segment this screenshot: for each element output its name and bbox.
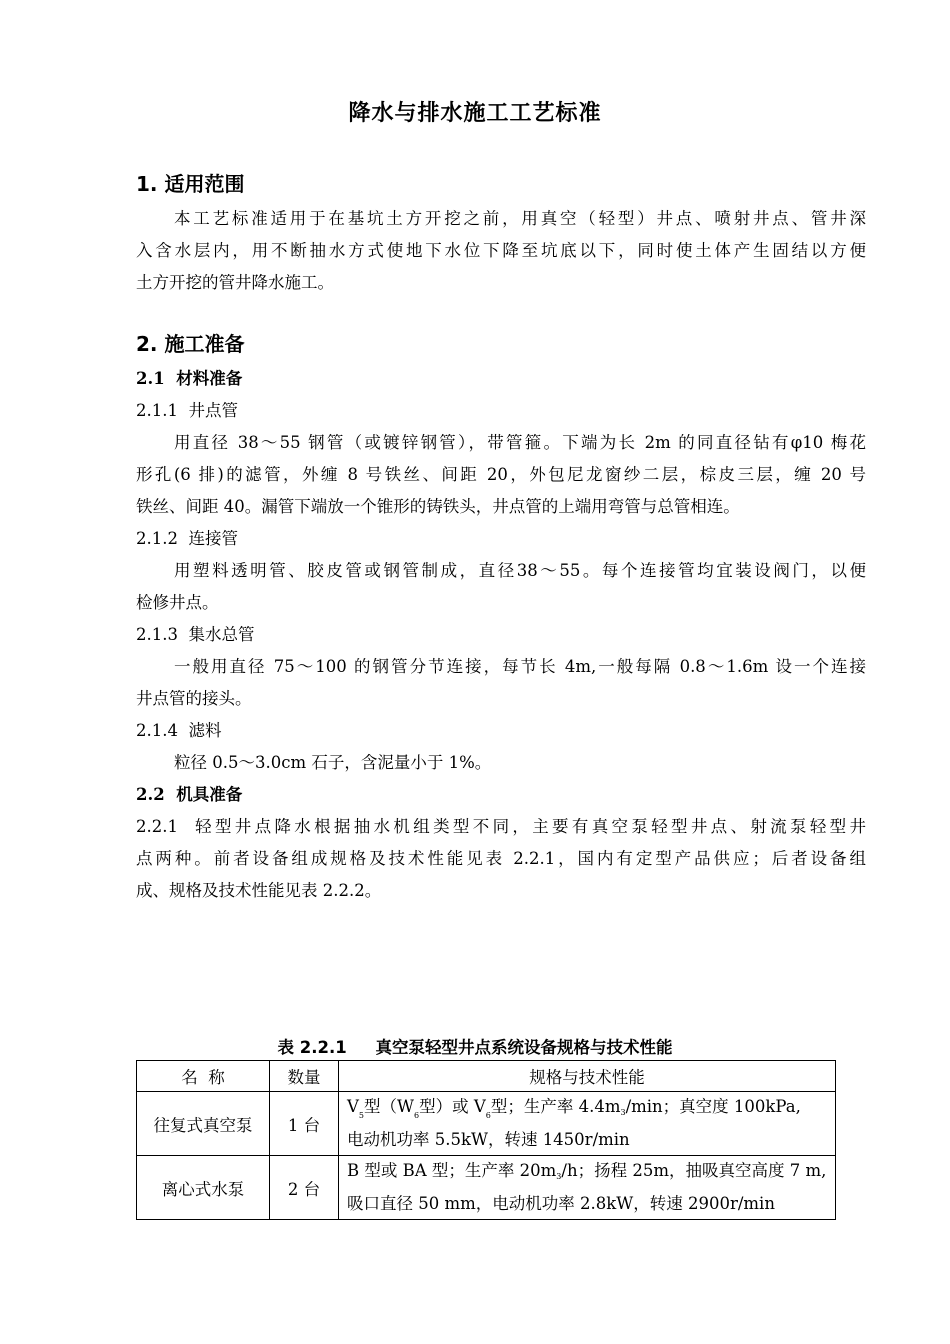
row-qty: 2 台: [270, 1156, 339, 1220]
row-name: 离心式水泵: [137, 1156, 270, 1220]
table-caption: 表 2.2.1 真空泵轻型井点系统设备规格与技术性能: [277, 1038, 673, 1057]
table-row: [137, 1092, 836, 1156]
section-2-2-1-line-3: 成、规格及技术性能见表 2.2.2。: [136, 881, 382, 900]
section-2-heading: 2. 施工准备: [136, 332, 245, 356]
section-2-2-1-line-2: 点两种。前者设备组成规格及技术性能见表 2.2.1，国内有定型产品供应；后者设备组: [136, 849, 866, 868]
section-2-1-3-line-1: 一般用直径 75～100 的钢管分节连接，每节长 4m,一般每隔 0.8～1.6m 设一个连接: [174, 657, 866, 676]
row-spec: [339, 1092, 836, 1156]
row-spec-line-1: $V_5$型（$W_6$型）或 $V_6$型；生产率 4.4m3/min；真空度 100kPa,: [347, 1097, 801, 1120]
section-2-1-1-line-2: 形孔(6 排)的滤管，外缠 8 号铁丝、间距 20，外包尼龙窗纱二层，棕皮三层，缠 20 号: [136, 465, 866, 484]
row-spec-line-1: B 型或 BA 型；生产率 20m3/h；扬程 25m，抽吸真空高度 7 m,: [347, 1161, 827, 1181]
section-2-2-1-line-1: 2.2.1 轻型井点降水根据抽水机组类型不同，主要有真空泵轻型井点、射流泵轻型井: [136, 817, 866, 836]
section-2-1-4-line: 粒径 0.5～3.0cm 石子，含泥量小于 1%。: [174, 753, 492, 772]
section-2-1-3-heading: 2.1.3 集水总管: [136, 625, 255, 644]
header-name: 名 称: [137, 1061, 270, 1092]
row-spec-line-2: 吸口直径 50 mm，电动机功率 2.8kW，转速 2900r/min: [347, 1194, 775, 1213]
header-qty: 数量: [270, 1061, 339, 1092]
section-1-line-1: 本工艺标准适用于在基坑土方开挖之前，用真空（轻型）井点、喷射井点、管井深: [174, 209, 866, 228]
section-2-1-1-heading: 2.1.1 井点管: [136, 401, 238, 420]
row-qty: 1 台: [270, 1092, 339, 1156]
table-header-row: [137, 1061, 836, 1092]
section-2-1-4-heading: 2.1.4 滤料: [136, 721, 222, 740]
section-2-1-2-heading: 2.1.2 连接管: [136, 529, 238, 548]
spec-table: [136, 1060, 836, 1220]
section-2-1-2-line-1: 用塑料透明管、胶皮管或钢管制成，直径38～55。每个连接管均宜装设阀门，以便: [174, 561, 866, 580]
row-spec-line-2: 电动机功率 5.5kW，转速 1450r/min: [347, 1130, 630, 1149]
section-2-2-heading: 2.2 机具准备: [136, 785, 243, 804]
header-spec: 规格与技术性能: [339, 1061, 836, 1092]
section-1-line-3: 土方开挖的管井降水施工。: [136, 273, 334, 292]
section-2-1-2-line-2: 检修井点。: [136, 593, 219, 612]
section-2-1-3-line-2: 井点管的接头。: [136, 689, 252, 708]
row-name: 往复式真空泵: [137, 1092, 270, 1156]
section-2-1-1-line-3: 铁丝、间距 40。漏管下端放一个锥形的铸铁头，井点管的上端用弯管与总管相连。: [136, 497, 740, 516]
section-1-line-2: 入含水层内，用不断抽水方式使地下水位下降至坑底以下，同时使土体产生固结以方便: [136, 241, 866, 260]
row-spec: [339, 1156, 836, 1220]
section-2-1-heading: 2.1 材料准备: [136, 369, 243, 388]
document-title: 降水与排水施工工艺标准: [348, 101, 602, 126]
table-row: [137, 1156, 836, 1220]
section-2-1-1-line-1: 用直径 38～55 钢管（或镀锌钢管），带管箍。下端为长 2m 的同直径钻有φ10 梅花: [174, 433, 866, 452]
section-1-heading: 1. 适用范围: [136, 172, 245, 196]
